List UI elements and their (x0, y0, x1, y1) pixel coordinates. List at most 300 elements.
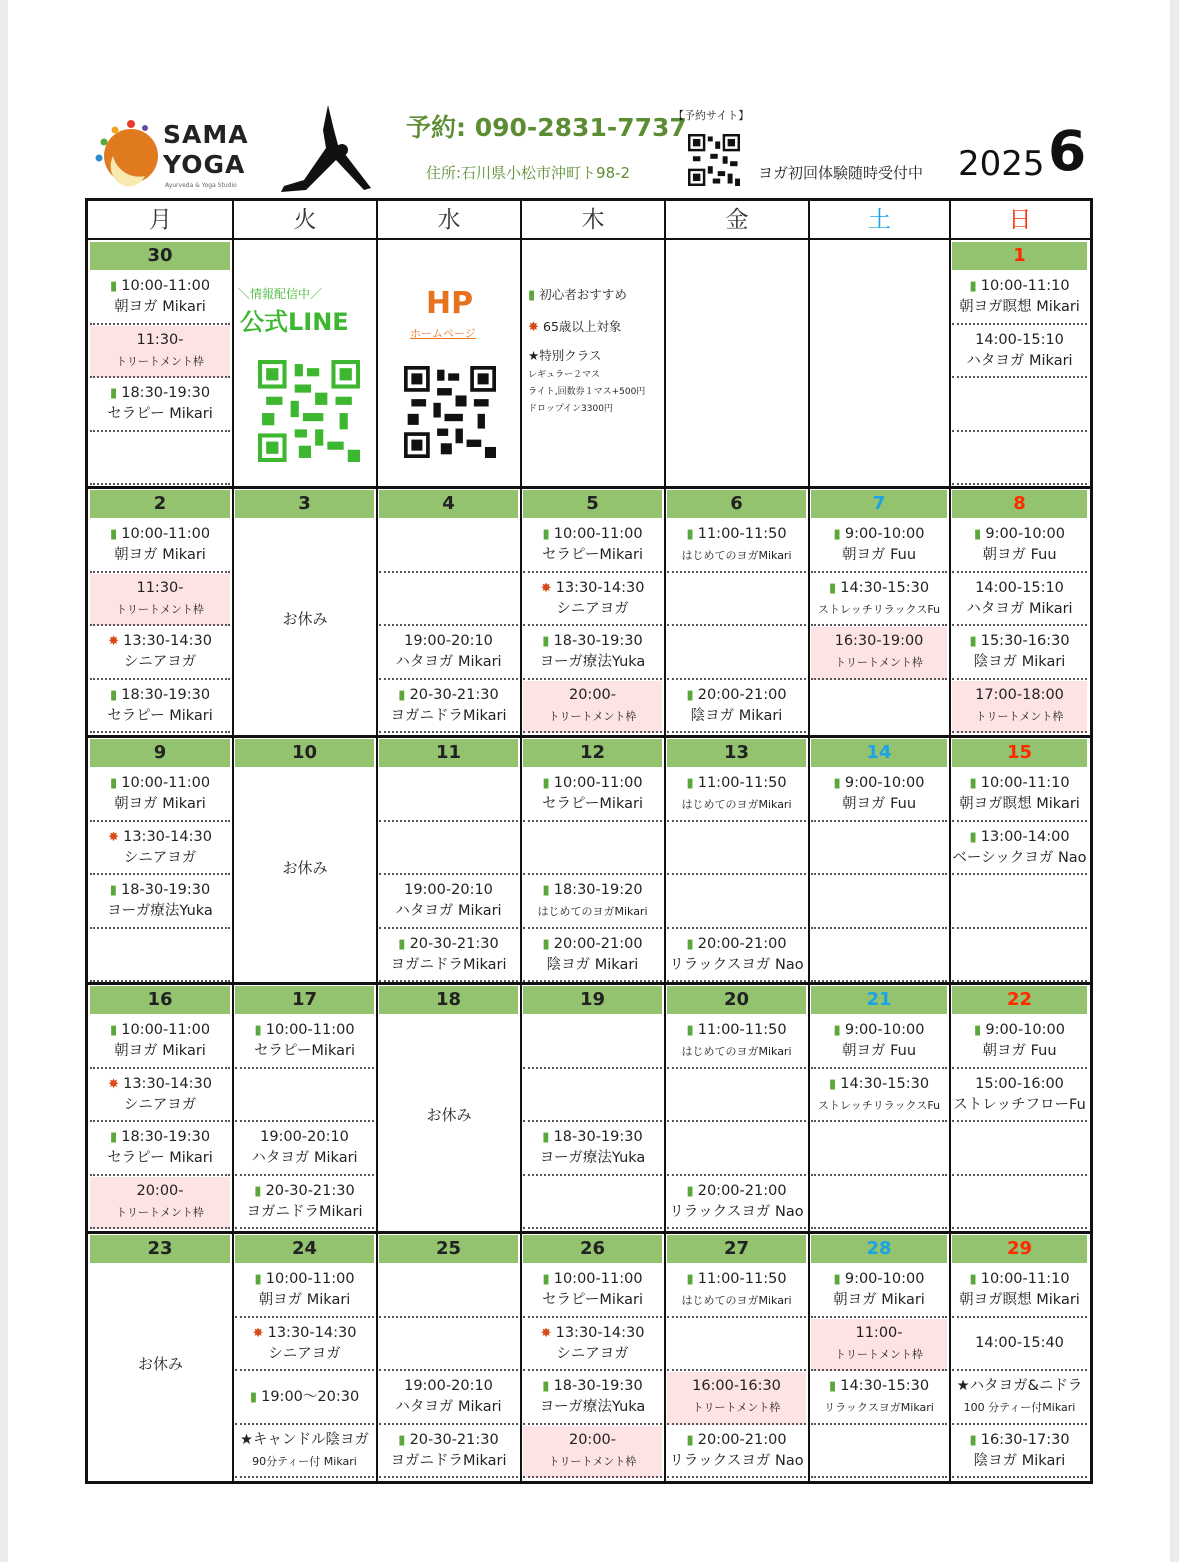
line-tag: ＼情報配信中／ (238, 287, 323, 301)
class-name (523, 599, 662, 620)
date-number: 3 (235, 490, 374, 518)
beginner-leaf-icon: ▮ (254, 1272, 266, 1288)
class-slot[interactable] (667, 1426, 806, 1479)
column-divider (232, 201, 234, 1481)
slot-text: 19:00-20:10 (404, 633, 493, 650)
slot-text: 19:00〜20:30 (261, 1388, 360, 1405)
class-slot[interactable] (90, 1016, 230, 1069)
date-number: 7 (811, 490, 947, 518)
slot-text: 10:00-11:00 (265, 1271, 355, 1288)
slot-text: 14:30-15:30 (840, 1075, 930, 1092)
class-slot[interactable] (523, 627, 662, 680)
class-slot[interactable] (811, 769, 947, 822)
class-slot[interactable] (952, 627, 1087, 680)
class-time (523, 524, 662, 545)
class-name (379, 706, 518, 727)
empty-slot (379, 574, 518, 627)
legend-item (528, 346, 601, 364)
class-name (667, 545, 806, 566)
class-slot[interactable] (952, 1319, 1087, 1372)
slot-text: 13:00-14:00 (980, 828, 1070, 845)
class-name (235, 1041, 374, 1062)
class-time (952, 276, 1087, 297)
slot-text: 18-30-19:30 (553, 1378, 643, 1395)
beginner-leaf-icon: ▮ (109, 279, 122, 295)
class-slot[interactable] (235, 1177, 374, 1230)
slot-text: シニアヨガ (123, 1096, 197, 1113)
senior-maple-icon: ✸ (252, 1325, 268, 1341)
class-slot[interactable] (952, 1016, 1087, 1069)
class-time (379, 934, 518, 955)
slot-text: 14:30-15:30 (840, 1378, 930, 1395)
class-name (523, 1290, 662, 1311)
class-slot[interactable] (667, 520, 806, 573)
date-number: 23 (90, 1235, 230, 1263)
class-slot[interactable] (667, 1372, 806, 1425)
class-slot[interactable] (667, 1265, 806, 1318)
class-slot[interactable] (523, 574, 662, 627)
beginner-leaf-icon: ▮ (969, 1272, 981, 1288)
date-number: 20 (667, 986, 806, 1014)
class-slot[interactable] (667, 930, 806, 983)
slot-text: はじめてのヨガMikari (681, 549, 792, 563)
class-slot[interactable] (90, 520, 230, 573)
class-time (523, 685, 662, 706)
beginner-leaf-icon: ▮ (686, 687, 698, 703)
slot-text: はじめてのヨガMikari (681, 1294, 792, 1308)
week-divider (88, 735, 1090, 738)
column-divider (520, 201, 522, 1481)
slot-text: 陰ヨガ Mikari (690, 707, 783, 724)
class-name (952, 1095, 1087, 1116)
date-number: 12 (523, 739, 662, 767)
class-slot[interactable] (952, 272, 1087, 325)
class-time (90, 1127, 230, 1148)
beginner-leaf-icon: ▮ (109, 883, 122, 899)
class-slot[interactable] (667, 769, 806, 822)
slot-text: 13:30-14:30 (123, 633, 212, 650)
slot-text: 陰ヨガ Mikari (973, 654, 1066, 671)
date-number: 1 (952, 242, 1087, 270)
class-slot[interactable] (379, 930, 518, 983)
slot-text: ハタヨガ Mikari (395, 654, 502, 671)
date-number: 29 (952, 1235, 1087, 1263)
class-time (235, 1020, 374, 1041)
class-slot[interactable] (90, 627, 230, 680)
class-name (90, 351, 230, 372)
date-number (811, 242, 947, 270)
class-name (235, 1202, 374, 1223)
date-number: 16 (90, 986, 230, 1014)
slot-text: 朝ヨガ Fuu (982, 547, 1057, 564)
slot-text: ヨーガ療法Yuka (539, 1150, 646, 1167)
date-number: 11 (379, 739, 518, 767)
reservation-qr-code[interactable] (688, 134, 740, 186)
slot-text: シニアヨガ (123, 654, 197, 671)
slot-text: 11:00-11:50 (697, 526, 787, 543)
slot-text: 11:30- (136, 331, 184, 348)
class-slot[interactable] (379, 681, 518, 734)
closed-day-label: お休み (282, 859, 328, 877)
slot-text: 10:00-11:00 (265, 1022, 355, 1039)
empty-slot (379, 769, 518, 822)
class-name (90, 404, 230, 425)
slot-text: 11:00-11:50 (697, 1271, 787, 1288)
slot-text: ヨーガ療法Yuka (539, 654, 646, 671)
class-name (523, 955, 662, 976)
class-slot[interactable] (952, 326, 1087, 379)
class-time (235, 1181, 374, 1202)
class-name (235, 1451, 374, 1472)
column-divider (808, 201, 810, 1481)
class-slot[interactable] (90, 876, 230, 929)
slot-text: 10:00-11:00 (553, 1271, 643, 1288)
empty-slot (952, 379, 1087, 432)
slot-text: シニアヨガ (556, 1345, 629, 1362)
slot-text: 陰ヨガ Mikari (546, 956, 639, 973)
beginner-leaf-icon: ▮ (974, 527, 986, 543)
empty-slot (952, 930, 1087, 983)
trial-notice: ヨガ初回体験随時受付中 (758, 164, 924, 182)
slot-text: 13:30-14:30 (123, 828, 212, 845)
class-time (952, 1020, 1087, 1041)
slot-text: ストレッチフローFu (953, 1096, 1086, 1113)
slot-text: 20:00-21:00 (697, 1182, 787, 1199)
schedule-sheet (8, 0, 1170, 1562)
slot-text: ハタヨガ Mikari (395, 1399, 502, 1416)
beginner-leaf-icon: ▮ (969, 279, 981, 295)
class-slot[interactable] (811, 1016, 947, 1069)
beginner-leaf-icon: ▮ (109, 386, 122, 402)
slot-text: 20:00- (568, 1431, 617, 1448)
beginner-leaf-icon: ▮ (542, 936, 554, 952)
class-time (90, 1074, 230, 1095)
slot-text: トリートメント枠 (548, 1454, 637, 1468)
class-time (90, 524, 230, 545)
slot-text: 14:30-15:30 (840, 579, 930, 596)
empty-slot (90, 930, 230, 983)
class-slot[interactable] (235, 1426, 374, 1479)
class-name (952, 794, 1087, 815)
class-name (90, 652, 230, 673)
slot-text: 9:00-10:00 (844, 1022, 925, 1039)
class-name (523, 1148, 662, 1169)
slot-text: 18-30-19:30 (553, 1129, 643, 1146)
slot-text: 11:30- (136, 579, 184, 596)
class-name (523, 545, 662, 566)
slot-text: トリートメント枠 (692, 1401, 781, 1415)
slot-text: 15:30-16:30 (980, 633, 1070, 650)
week-divider (88, 1231, 1090, 1234)
slot-text: 18-30-19:30 (553, 633, 643, 650)
date-number: 24 (235, 1235, 374, 1263)
slot-text: 18:30-19:30 (121, 385, 211, 402)
class-name (667, 706, 806, 727)
beginner-leaf-icon: ▮ (254, 1183, 266, 1199)
class-slot[interactable] (379, 1372, 518, 1425)
class-slot[interactable] (811, 1265, 947, 1318)
class-time (667, 685, 806, 706)
class-slot[interactable] (952, 1426, 1087, 1479)
class-name (952, 545, 1087, 566)
legend-text: レギュラー２マス (528, 370, 601, 380)
class-name (667, 794, 806, 815)
date-number: 18 (379, 986, 518, 1014)
class-name (235, 1290, 374, 1311)
class-slot[interactable] (90, 574, 230, 627)
slot-text: 9:00-10:00 (985, 526, 1065, 543)
slot-text: ★キャンドル陰ヨガ (240, 1431, 369, 1448)
slot-text: はじめてのヨガMikari (537, 905, 648, 919)
class-slot[interactable] (811, 520, 947, 573)
class-time (235, 1127, 374, 1148)
class-name (379, 1451, 518, 1472)
slot-text: 朝ヨガ Fuu (982, 1043, 1057, 1060)
slot-text: セラピーMikari (542, 1292, 643, 1309)
slot-text: セラピーMikari (542, 796, 643, 813)
slot-text: 20:00-21:00 (553, 935, 643, 952)
slot-text: 朝ヨガ瞑想 Mikari (959, 1292, 1080, 1309)
class-slot[interactable] (235, 1372, 374, 1425)
class-slot[interactable] (523, 1265, 662, 1318)
slot-text: 19:00-20:10 (404, 1378, 493, 1395)
class-name (667, 1290, 806, 1311)
legend-text: ライト,回数券１マス+500円 (528, 387, 646, 397)
month: 6 (1048, 119, 1087, 183)
empty-slot (667, 876, 806, 929)
class-slot[interactable] (952, 1372, 1087, 1425)
date-number: 19 (523, 986, 662, 1014)
slot-text: ハタヨガ Mikari (966, 600, 1073, 617)
beginner-leaf-icon: ▮ (974, 1023, 986, 1039)
slot-text: 11:00-11:50 (697, 775, 787, 792)
empty-slot (952, 1123, 1087, 1176)
class-time (379, 631, 518, 652)
beginner-leaf-icon: ▮ (686, 1183, 698, 1199)
slot-text: 13:30-14:30 (123, 1075, 212, 1092)
empty-slot (523, 1070, 662, 1123)
class-time (667, 1376, 806, 1397)
class-slot[interactable] (952, 1070, 1087, 1123)
monthly-calendar (85, 198, 1093, 1484)
beginner-leaf-icon: ▮ (969, 776, 981, 792)
class-slot[interactable] (235, 1123, 374, 1176)
empty-slot (523, 1016, 662, 1069)
beginner-leaf-icon: ▮ (109, 1130, 122, 1146)
class-name (952, 599, 1087, 620)
slot-text: リラックスヨガMikari (824, 1401, 934, 1415)
slot-text: 10:00-11:00 (121, 526, 211, 543)
class-slot[interactable] (523, 681, 662, 734)
class-slot[interactable] (90, 823, 230, 876)
slot-text: 陰ヨガ Mikari (973, 1452, 1066, 1469)
class-name (811, 1095, 947, 1116)
slot-text: ハタヨガ Mikari (251, 1150, 358, 1167)
line-qr-code[interactable] (258, 360, 360, 462)
beginner-leaf-icon: ▮ (542, 1130, 554, 1146)
class-slot[interactable] (952, 823, 1087, 876)
slot-text: 朝ヨガ Mikari (114, 796, 206, 813)
beginner-leaf-icon: ▮ (398, 1432, 410, 1448)
slot-text: 17:00-18:00 (975, 686, 1064, 703)
class-slot[interactable] (952, 574, 1087, 627)
class-name (667, 1202, 806, 1223)
class-name (235, 1148, 374, 1169)
class-slot[interactable] (523, 769, 662, 822)
class-name (90, 1095, 230, 1116)
class-time (90, 773, 230, 794)
week-divider (88, 486, 1090, 489)
class-slot[interactable] (90, 769, 230, 822)
class-name (90, 794, 230, 815)
class-slot[interactable] (523, 1426, 662, 1479)
class-slot[interactable] (523, 1123, 662, 1176)
class-time (90, 330, 230, 351)
slot-text: 14:00-15:40 (975, 1335, 1064, 1352)
class-slot[interactable] (523, 1319, 662, 1372)
class-time (811, 1020, 947, 1041)
beginner-leaf-icon: ▮ (833, 776, 845, 792)
class-slot[interactable] (811, 1319, 947, 1372)
class-slot[interactable] (90, 379, 230, 432)
class-slot[interactable] (667, 1016, 806, 1069)
class-slot[interactable] (811, 1372, 947, 1425)
slot-text: トリートメント枠 (116, 1205, 204, 1219)
beginner-leaf-icon: ▮ (833, 1272, 845, 1288)
class-time (667, 524, 806, 545)
class-slot[interactable] (90, 272, 230, 325)
empty-slot (811, 930, 947, 983)
class-time (90, 1181, 230, 1202)
class-name (523, 1451, 662, 1472)
slot-text: 20:00-21:00 (697, 1431, 787, 1448)
class-slot[interactable] (90, 326, 230, 379)
date-number: 21 (811, 986, 947, 1014)
beginner-leaf-icon: ▮ (398, 936, 410, 952)
class-time (952, 330, 1087, 351)
class-slot[interactable] (667, 1177, 806, 1230)
column-divider (376, 201, 378, 1481)
class-slot[interactable] (379, 876, 518, 929)
class-slot[interactable] (379, 1426, 518, 1479)
slot-text: ヨガニドラMikari (390, 1452, 507, 1469)
class-time (952, 1074, 1087, 1095)
slot-text: セラピーMikari (254, 1043, 355, 1060)
slot-text: 朝ヨガ Fuu (841, 1043, 917, 1060)
date-number: 9 (90, 739, 230, 767)
slot-text: 朝ヨガ Fuu (841, 547, 917, 564)
class-name (523, 706, 662, 727)
slot-text: トリートメント枠 (116, 354, 204, 368)
class-time (952, 773, 1087, 794)
class-slot[interactable] (523, 930, 662, 983)
class-slot[interactable] (90, 1070, 230, 1123)
class-slot[interactable] (952, 1265, 1087, 1318)
class-slot[interactable] (667, 681, 806, 734)
beginner-leaf-icon: ▮ (686, 1023, 698, 1039)
class-name (379, 955, 518, 976)
slot-text: リラックスヨガ Nao (669, 1452, 804, 1469)
slot-text: 19:00-20:10 (404, 882, 493, 899)
slot-text: 20:00- (136, 1182, 184, 1199)
senior-maple-icon: ✸ (108, 634, 124, 650)
beginner-leaf-icon: ▮ (542, 1379, 554, 1395)
empty-slot (811, 1177, 947, 1230)
class-name (523, 1344, 662, 1365)
class-name (667, 1451, 806, 1472)
weekday-header: 月 (88, 201, 233, 240)
class-slot[interactable] (90, 1177, 230, 1230)
class-slot[interactable] (235, 1319, 374, 1372)
slot-text: 9:00-10:00 (985, 1022, 1065, 1039)
class-name (90, 901, 230, 922)
slot-text: 15:00-16:00 (975, 1075, 1064, 1092)
class-slot[interactable] (235, 1265, 374, 1318)
class-time (952, 524, 1087, 545)
class-name (952, 1041, 1087, 1062)
class-slot[interactable] (379, 627, 518, 680)
slot-text: ヨガニドラMikari (390, 956, 507, 973)
class-time (90, 685, 230, 706)
class-time (379, 685, 518, 706)
class-time (523, 631, 662, 652)
beginner-leaf-icon: ▮ (398, 687, 410, 703)
beginner-leaf-icon: ▮ (542, 527, 554, 543)
slot-text: トリートメント枠 (116, 602, 204, 616)
class-slot[interactable] (952, 681, 1087, 734)
slot-text: 20-30-21:30 (265, 1182, 355, 1199)
slot-text: ストレッチリラックスFu (817, 1098, 941, 1112)
beginner-leaf-icon: ▮ (109, 1023, 122, 1039)
class-slot[interactable] (523, 520, 662, 573)
class-slot[interactable] (952, 769, 1087, 822)
class-slot[interactable] (235, 1016, 374, 1069)
class-time (523, 1430, 662, 1451)
beginner-leaf-icon: ▮ (969, 634, 981, 650)
empty-slot (667, 627, 806, 680)
empty-slot (952, 876, 1087, 929)
slot-text: リラックスヨガ Nao (669, 956, 804, 973)
column-divider (949, 201, 951, 1481)
class-time (952, 578, 1087, 599)
class-slot[interactable] (523, 876, 662, 929)
senior-maple-icon: ✸ (540, 580, 556, 596)
class-slot[interactable] (90, 1123, 230, 1176)
homepage-qr-code[interactable] (404, 366, 496, 458)
class-slot[interactable] (811, 574, 947, 627)
legend-item (528, 384, 645, 397)
class-time (523, 773, 662, 794)
empty-slot (811, 1426, 947, 1479)
date-number: 5 (523, 490, 662, 518)
class-slot[interactable] (90, 681, 230, 734)
class-slot[interactable] (523, 1372, 662, 1425)
empty-slot (952, 433, 1087, 486)
class-time (667, 1020, 806, 1041)
empty-slot (811, 1123, 947, 1176)
empty-slot (235, 1070, 374, 1123)
class-name (811, 545, 947, 566)
beginner-leaf-icon: ▮ (542, 634, 554, 650)
class-time (811, 631, 947, 652)
class-slot[interactable] (952, 520, 1087, 573)
class-slot[interactable] (811, 627, 947, 680)
class-name (952, 848, 1087, 869)
class-time (523, 880, 662, 901)
slot-text: 16:00-16:30 (692, 1378, 781, 1395)
class-slot[interactable] (811, 1070, 947, 1123)
class-name (952, 706, 1087, 727)
